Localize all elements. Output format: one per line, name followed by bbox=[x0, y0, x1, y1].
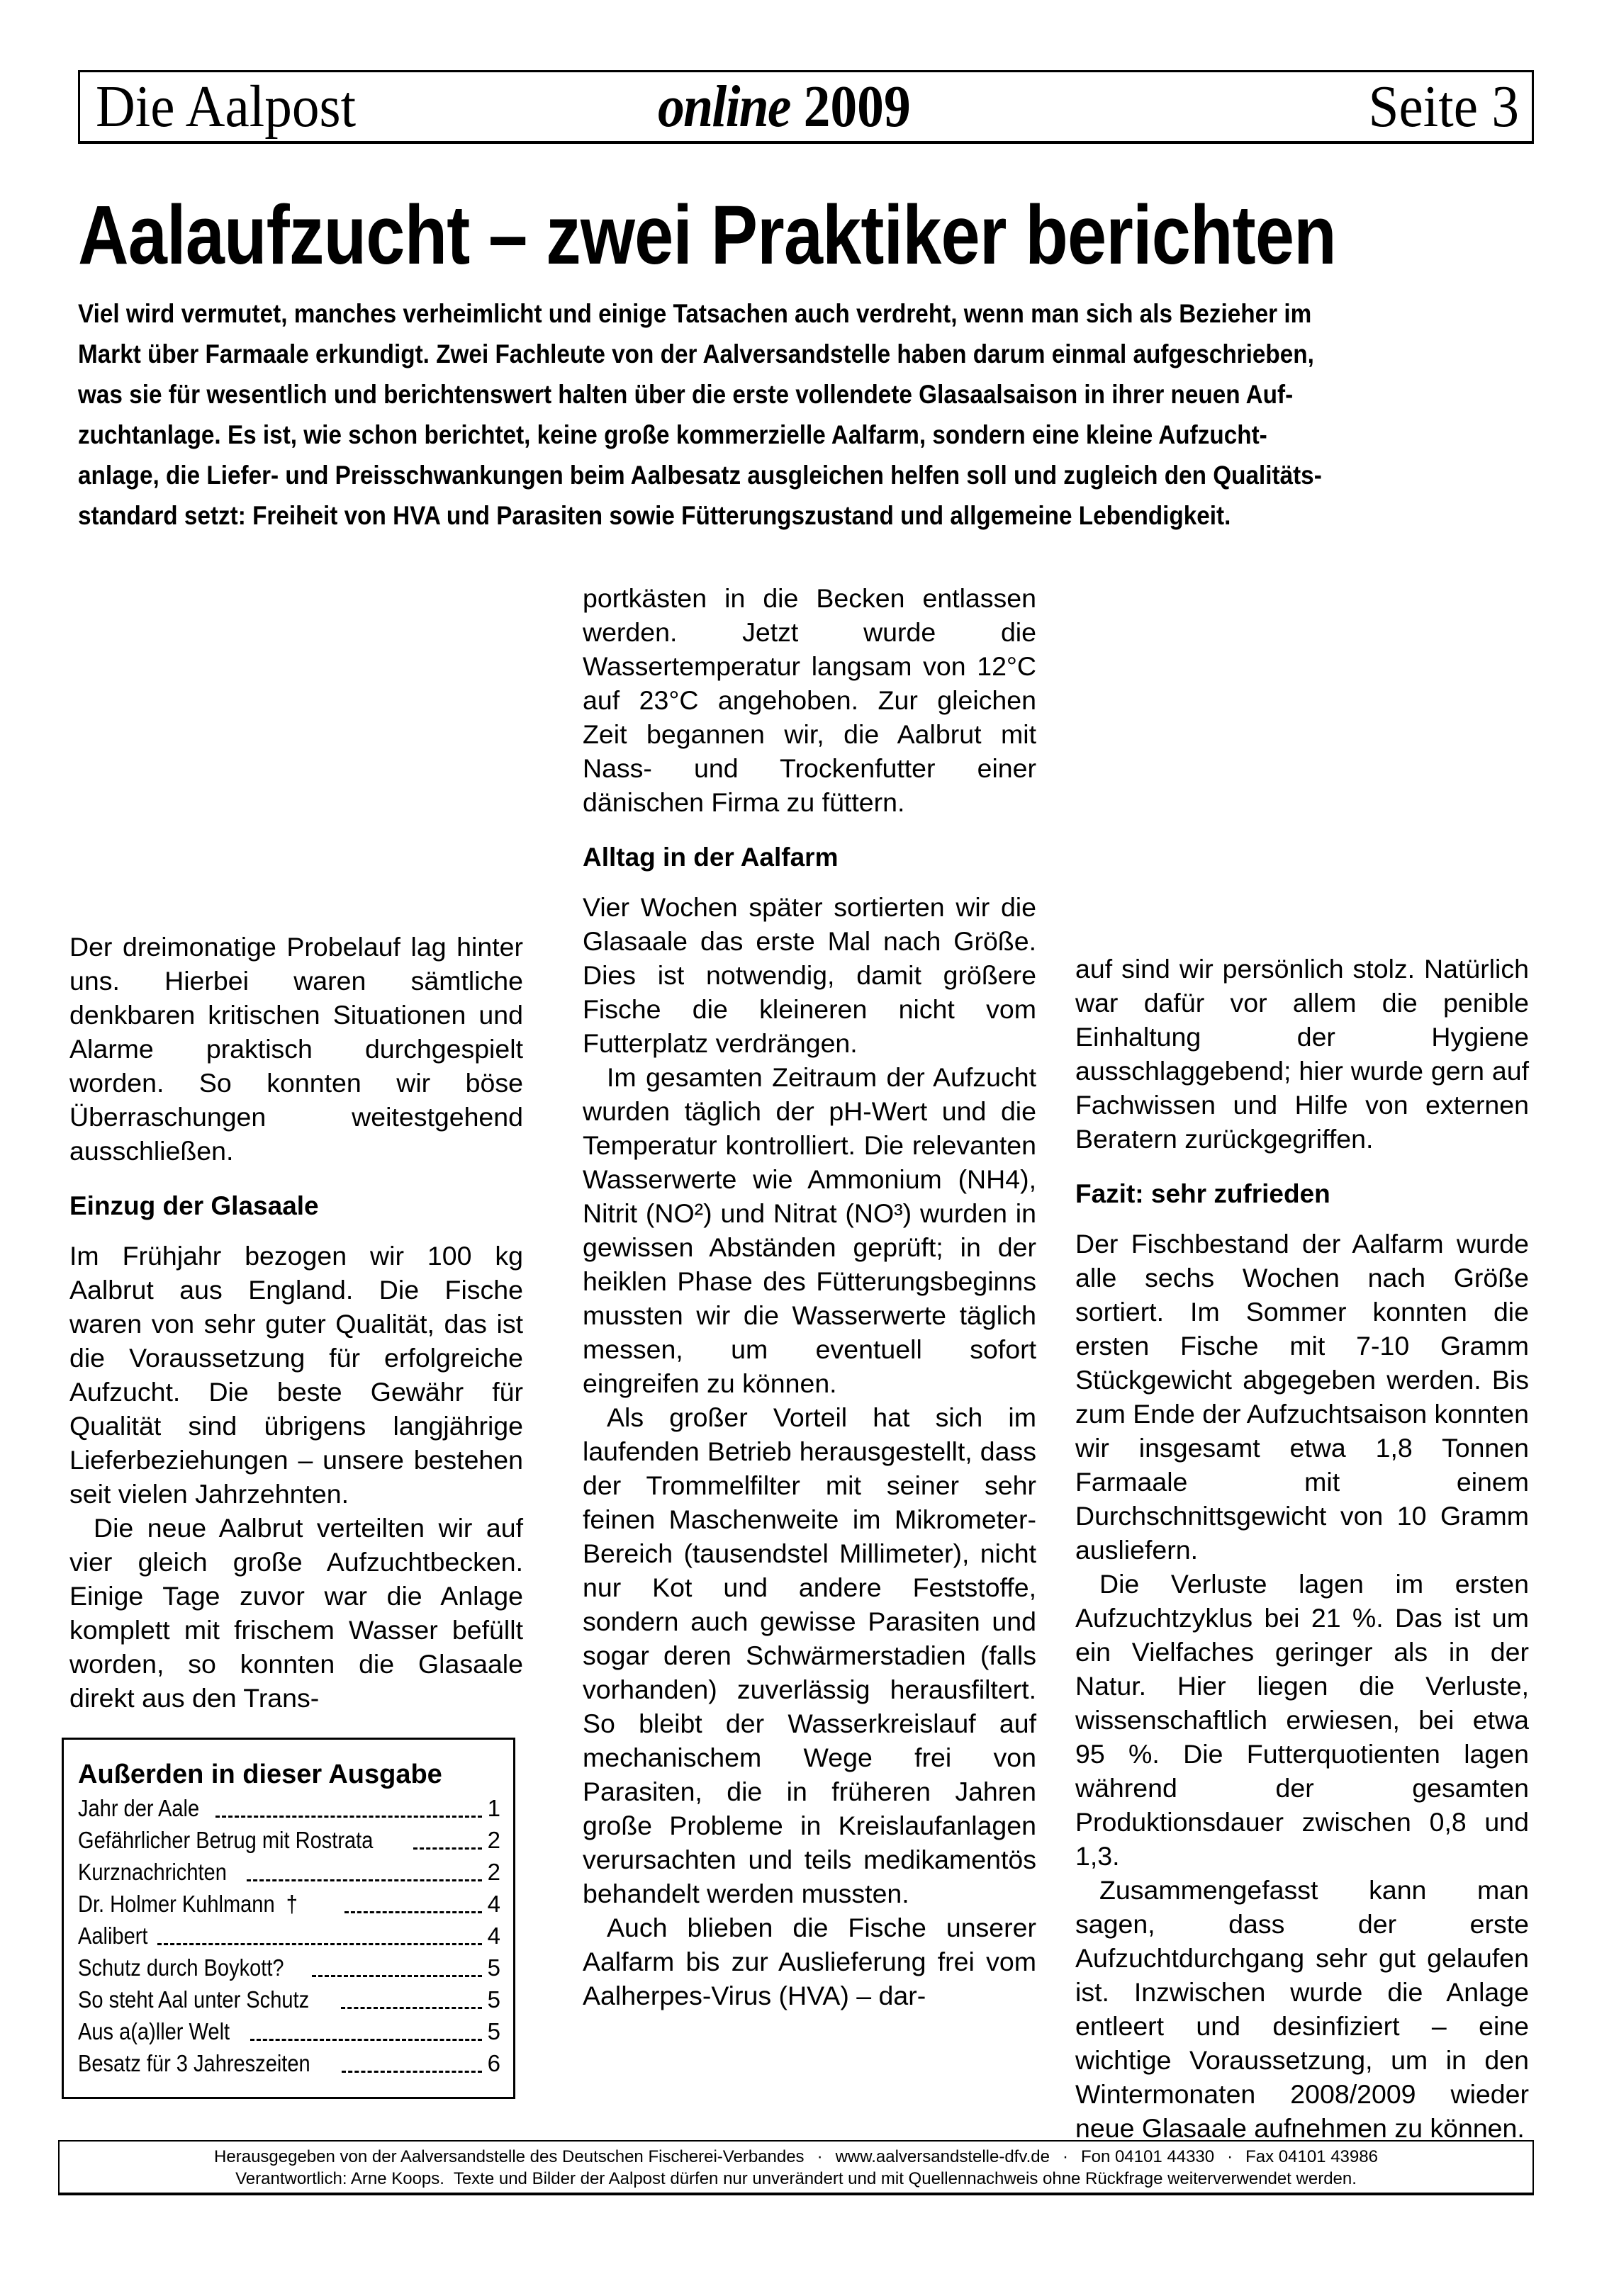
dash-leader bbox=[250, 2039, 482, 2041]
contents-item bbox=[78, 1952, 500, 1983]
contents-item-label: Schutz durch Boykott? bbox=[78, 1954, 284, 1981]
phone-number: Fon 04101 44330 bbox=[1080, 2147, 1215, 2166]
contents-item-page: 2 bbox=[487, 1827, 500, 1853]
contents-title: Außerden in dieser Ausgabe bbox=[78, 1760, 442, 1789]
contents-item-label: Kurznachrichten bbox=[78, 1859, 227, 1885]
dash-leader bbox=[413, 1847, 482, 1850]
contents-item-page: 5 bbox=[487, 2018, 500, 2044]
page-number: Seite 3 bbox=[1368, 74, 1519, 140]
lead-line: standard setzt: Freiheit von HVA und Parasiten sowie Fütterungszustand und allgemeine Lebendigkeit. bbox=[78, 501, 1231, 530]
dash-leader bbox=[247, 1879, 482, 1881]
edition-year: 2009 bbox=[803, 74, 911, 140]
paragraph: Die neue Aalbrut verteilten wir auf vier gleich große Aufzuchtbecken. Einige Tage zuvor war die Anlage komplett mit frischem Wasser befüllt worden, so konnten die Glasaale direkt aus den Trans- bbox=[69, 1513, 523, 1713]
contents-item-page: 1 bbox=[487, 1795, 500, 1821]
contents-item-page: 5 bbox=[487, 1954, 500, 1981]
separator-dot: · bbox=[817, 2147, 823, 2166]
responsibility-text: Verantwortlich: Arne Koops. Texte und Bilder der Aalpost dürfen nur unverändert und mit Quellennachweis ohne Rückfrage weiterverwendet werden. bbox=[235, 2169, 1357, 2188]
article-column-2 bbox=[583, 581, 1036, 2013]
article-headline: Aalaufzucht – zwei Praktiker berichten bbox=[78, 188, 1336, 282]
contents-item-label: Aalibert bbox=[78, 1923, 148, 1949]
publication-name: Die Aalpost bbox=[96, 74, 357, 140]
paragraph: Vier Wochen später sortierten wir die Glasaale das erste Mal nach Größe. Dies ist notwendig, damit größere Fische die kleineren nicht vom Futterplatz verdrängen. bbox=[583, 892, 1036, 1058]
publisher-text: Herausgegeben von der Aalversandstelle des Deutschen Fischerei-Verbandes bbox=[214, 2147, 805, 2166]
separator-dot: · bbox=[1062, 2147, 1068, 2166]
footer-line-1 bbox=[60, 2146, 1532, 2168]
contents-item bbox=[78, 1824, 500, 1856]
paragraph: Zusammengefasst kann man sagen, dass der erste Aufzuchtdurchgang sehr gut gelaufen ist. Inzwischen wurde die Anlage entleert und desinfiziert – eine wichtige Voraussetzung, um in den Wintermonaten 2008/2009 wieder neue Glasaale aufnehmen zu können. bbox=[1075, 1875, 1529, 2143]
paragraph: Auch blieben die Fische unserer Aalfarm bis zur Auslieferung frei vom Aalherpes-Virus (HVA) – dar- bbox=[583, 1913, 1036, 2010]
contents-item-page: 4 bbox=[487, 1891, 500, 1917]
contents-item-page: 5 bbox=[487, 1986, 500, 2013]
contents-item-page: 4 bbox=[487, 1923, 500, 1949]
paragraph: Der dreimonatige Probelauf lag hinter uns. Hierbei waren sämtliche denkbaren kritischen Situationen und Alarme praktisch durchgespielt worden. So konnten wir böse Überraschungen weitestgehend ausschließen. bbox=[69, 932, 523, 1166]
lead-line: anlage, die Liefer- und Preisschwankungen beim Aalbesatz ausgleichen helfen soll und zugleich den Qualitäts- bbox=[78, 461, 1322, 490]
contents-item bbox=[78, 2047, 500, 2079]
dash-leader bbox=[312, 1975, 482, 1977]
article-column-1 bbox=[69, 930, 523, 1715]
lead-line: Markt über Farmaale erkundigt. Zwei Fachleute von der Aalversandstelle haben darum einmal aufgeschrieben, bbox=[78, 339, 1314, 368]
issue-contents-box bbox=[62, 1738, 515, 2099]
article-lead bbox=[78, 293, 1538, 536]
contents-item-page: 6 bbox=[487, 2050, 500, 2076]
paragraph: Als großer Vorteil hat sich im laufenden Betrieb herausgestellt, dass der Trommelfilter mit seiner sehr feinen Maschenweite im Mikrometer-Bereich (tausendstel Millimeter), nicht nur Kot und andere Feststoffe, sondern auch gewisse Parasiten und sogar deren Schwärmerstadien (falls vorhanden) zuverlässig herausfiltert. So bleibt der Wasserkreislauf auf mechanischem Wege frei von Parasiten, die in früheren Jahren große Probleme in Kreislaufanlagen verursachten und teils medikamentös behandelt werden mussten. bbox=[583, 1402, 1036, 1908]
contents-item bbox=[78, 1920, 500, 1952]
paragraph: Die Verluste lagen im ersten Aufzuchtzyklus bei 21 %. Das ist um ein Vielfaches geringer als in der Natur. Hier liegen die Verluste, wissenschaftlich erwiesen, bei etwa 95 %. Die Futterquotienten lagen während der gesamten Produktionsdauer zwischen 0,8 und 1,3. bbox=[1075, 1569, 1529, 1871]
section-heading: Einzug der Glasaale bbox=[69, 1191, 319, 1220]
lead-line: zuchtanlage. Es ist, wie schon berichtet, keine große kommerzielle Aalfarm, sondern eine kleine Aufzucht- bbox=[78, 420, 1267, 449]
contents-item bbox=[78, 1792, 500, 1824]
contents-item-label: Dr. Holmer Kuhlmann † bbox=[78, 1891, 298, 1917]
paragraph: auf sind wir persönlich stolz. Natürlich war dafür vor allem die penible Einhaltung der Hygiene ausschlaggebend; hier wurde gern auf Fachwissen und Hilfe von externen Beratern zurückgegriffen. bbox=[1075, 954, 1529, 1154]
section-heading: Alltag in der Aalfarm bbox=[583, 843, 839, 872]
separator-dot: · bbox=[1227, 2147, 1233, 2166]
contents-item bbox=[78, 1856, 500, 1888]
lead-line: was sie für wesentlich und berichtenswert halten über die erste vollendete Glasaalsaison in ihrer neuen Auf- bbox=[78, 380, 1294, 409]
fax-number: Fax 04101 43986 bbox=[1245, 2147, 1378, 2166]
dash-leader bbox=[215, 1816, 482, 1818]
edition-label bbox=[658, 72, 911, 142]
paragraph: portkästen in die Becken entlassen werden. Jetzt wurde die Wassertemperatur langsam von 12°C auf 23°C angehoben. Zur gleichen Zeit begannen wir, die Aalbrut mit Nass- und Trockenfutter einer dänischen Firma zu füttern. bbox=[583, 583, 1036, 817]
contents-item-label: Aus a(a)ller Welt bbox=[78, 2018, 230, 2044]
dash-leader bbox=[344, 1911, 482, 1913]
dash-leader bbox=[342, 2071, 482, 2073]
dash-leader bbox=[341, 2007, 482, 2009]
contents-item-label: Besatz für 3 Jahreszeiten bbox=[78, 2050, 310, 2076]
contents-item bbox=[78, 1983, 500, 2015]
contents-item-page: 2 bbox=[487, 1859, 500, 1885]
edition-word: online bbox=[658, 74, 790, 140]
contents-item-label: Jahr der Aale bbox=[78, 1795, 200, 1821]
contents-item-label: So steht Aal unter Schutz bbox=[78, 1986, 310, 2013]
lead-line: Viel wird vermutet, manches verheimlicht und einige Tatsachen auch verdreht, wenn man sich als Bezieher im bbox=[78, 299, 1312, 328]
dash-leader bbox=[157, 1943, 482, 1945]
contents-item-label: Gefährlicher Betrug mit Rostrata bbox=[78, 1827, 374, 1853]
website-link[interactable]: www.aalversandstelle-dfv.de bbox=[835, 2147, 1050, 2166]
article-column-3 bbox=[1075, 952, 1529, 2145]
masthead bbox=[78, 70, 1534, 144]
paragraph: Im gesamten Zeitraum der Aufzucht wurden täglich der pH-Wert und die Temperatur kontrolliert. Die relevanten Wasserwerte wie Ammonium (NH4), Nitrit (NO²) und Nitrat (NO³) wurden in gewissen Abständen geprüft; in der heiklen Phase des Fütterungsbeginns mussten wir die Wasserwerte täglich messen, um eventuell sofort eingreifen zu können. bbox=[583, 1062, 1036, 1398]
contents-item bbox=[78, 1888, 500, 1920]
imprint-footer bbox=[58, 2140, 1534, 2195]
paragraph: Der Fischbestand der Aalfarm wurde alle sechs Wochen nach Größe sortiert. Im Sommer konnten die ersten Fische mit 7-10 Gramm Stückgewicht abgegeben werden. Bis zum Ende der Aufzuchtsaison konnten wir insgesamt etwa 1,8 Tonnen Farmaale mit einem Durchschnittsgewicht von 10 Gramm ausliefern. bbox=[1075, 1229, 1529, 1565]
paragraph: Im Frühjahr bezogen wir 100 kg Aalbrut aus England. Die Fische waren von sehr guter Qualität, das ist die Voraussetzung für erfolgreiche Aufzucht. Die beste Gewähr für Qualität sind übrigens langjährige Lieferbeziehungen – unsere bestehen seit vielen Jahrzehnten. bbox=[69, 1241, 523, 1509]
section-heading: Fazit: sehr zufrieden bbox=[1075, 1179, 1330, 1208]
contents-item bbox=[78, 2015, 500, 2047]
